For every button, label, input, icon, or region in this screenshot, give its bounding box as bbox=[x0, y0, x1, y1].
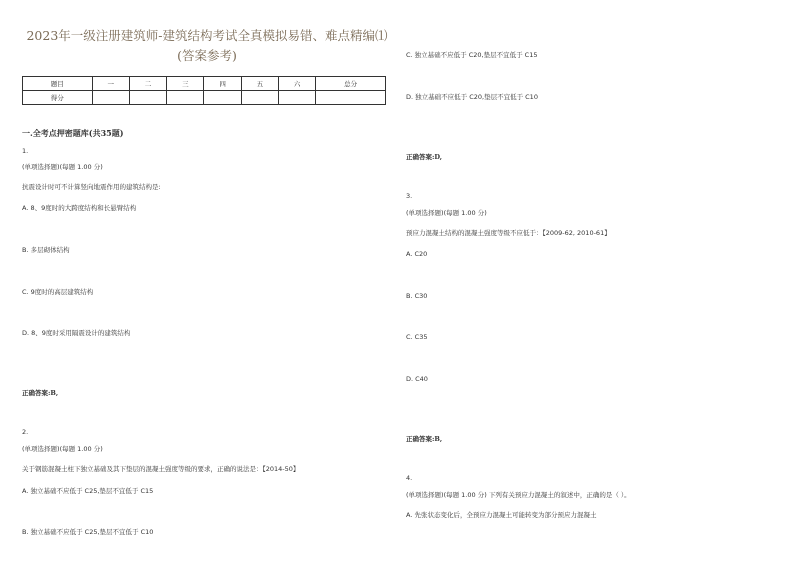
score-table-score-row bbox=[23, 91, 386, 105]
q3-option-b: B. C30 bbox=[406, 292, 428, 300]
q2-option-a: A. 独立基础不应低于 C25,垫层不宜低于 C15 bbox=[22, 487, 154, 495]
score-cell bbox=[279, 91, 316, 105]
q3-type: (单项选择题)(每题 1.00 分) bbox=[406, 209, 487, 217]
q1-option-a: A. 8、9度时的大跨度结构和长悬臂结构 bbox=[22, 204, 137, 212]
q2-number: 2. bbox=[22, 428, 29, 436]
q1-number: 1. bbox=[22, 147, 29, 155]
score-table bbox=[22, 76, 386, 105]
score-cell bbox=[167, 91, 204, 105]
document-title bbox=[22, 26, 392, 66]
q2-stem: 关于钢筋混凝土柱下独立基础及其下垫层的混凝土强度等级的要求，正确的说法是：【2014-50】 bbox=[22, 465, 300, 473]
q3-option-a: A. C20 bbox=[406, 250, 428, 258]
score-table-header-row bbox=[23, 77, 386, 91]
q2-option-c: C. 独立基础不应低于 C20,垫层不宜低于 C15 bbox=[406, 51, 538, 59]
q3-stem: 预应力混凝土结构的混凝土强度等级不应低于：【2009-62, 2010-61】 bbox=[406, 229, 611, 237]
q4-option-a: A. 先张状态变化后，全预应力混凝土可能转变为部分预应力混凝土 bbox=[406, 511, 597, 519]
header-cell: 题目 bbox=[23, 77, 93, 91]
header-cell: 总分 bbox=[316, 77, 386, 91]
section-title: 一.全考点押密题库(共35题) bbox=[22, 128, 124, 138]
q3-option-c: C. C35 bbox=[406, 333, 428, 341]
header-cell: 四 bbox=[204, 77, 241, 91]
score-cell bbox=[316, 91, 386, 105]
header-cell: 六 bbox=[279, 77, 316, 91]
q2-answer: 正确答案:D, bbox=[406, 153, 443, 161]
q3-number: 3. bbox=[406, 192, 413, 200]
score-cell bbox=[92, 91, 129, 105]
header-cell: 一 bbox=[92, 77, 129, 91]
q1-option-b: B. 多层砌体结构 bbox=[22, 246, 70, 254]
q1-type: (单项选择题)(每题 1.00 分) bbox=[22, 163, 103, 171]
header-cell: 三 bbox=[167, 77, 204, 91]
q1-stem: 抗震设计时可不计算竖向地震作用的建筑结构是: bbox=[22, 183, 161, 191]
q3-option-d: D. C40 bbox=[406, 375, 428, 383]
q2-option-b: B. 独立基础不应低于 C25,垫层不宜低于 C10 bbox=[22, 528, 154, 536]
q2-option-d: D. 独立基础不应低于 C20,垫层不宜低于 C10 bbox=[406, 93, 538, 101]
q1-answer: 正确答案:B, bbox=[22, 389, 59, 397]
title-line-1: 2023年一级注册建筑师-建筑结构考试全真模拟易错、难点精编⑴ bbox=[26, 28, 388, 43]
q1-option-d: D. 8、9度时采用隔震设计的建筑结构 bbox=[22, 329, 131, 337]
q3-answer: 正确答案:B, bbox=[406, 435, 443, 443]
header-cell: 二 bbox=[129, 77, 166, 91]
score-cell bbox=[241, 91, 278, 105]
title-line-2: (答案参考) bbox=[177, 48, 237, 63]
header-cell: 五 bbox=[241, 77, 278, 91]
score-cell bbox=[204, 91, 241, 105]
row-label-cell: 得分 bbox=[23, 91, 93, 105]
q2-type: (单项选择题)(每题 1.00 分) bbox=[22, 445, 103, 453]
q1-option-c: C. 9度时的高层建筑结构 bbox=[22, 288, 94, 296]
q4-type: (单项选择题)(每题 1.00 分) 下列有关预应力混凝土的叙述中，正确的是（ ）。 bbox=[406, 491, 631, 499]
score-cell bbox=[129, 91, 166, 105]
q4-number: 4. bbox=[406, 474, 413, 482]
